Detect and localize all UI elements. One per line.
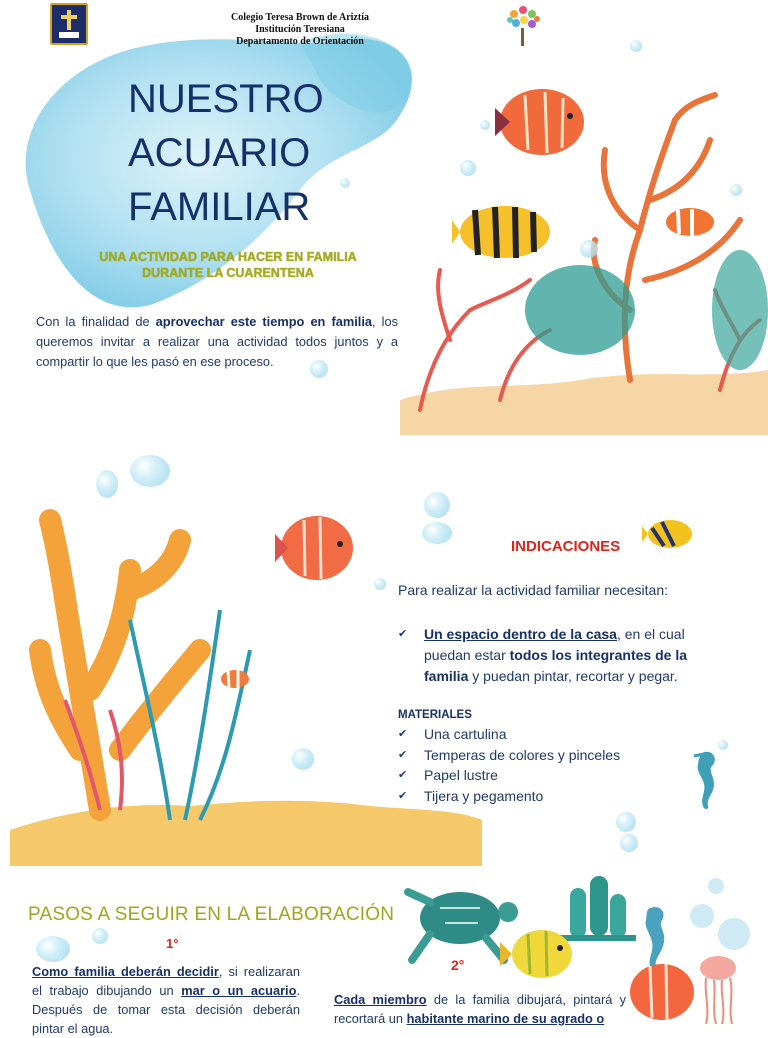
checkmark-icon: ✔: [398, 769, 408, 781]
tree-logo-icon: [502, 2, 544, 48]
step-highlight: Cada miembro: [334, 992, 427, 1007]
material-label: Papel lustre: [424, 767, 498, 783]
intro-paragraph: [36, 312, 398, 372]
step-text: . Después de tomar esta decisión deberán pintar el agua.: [32, 983, 300, 1036]
intro-text: , los queremos invitar a realizar una actividad todos juntos y a compartir lo que les pasó en ese proceso.: [36, 314, 398, 369]
school-header: [185, 12, 415, 48]
checkmark-icon: ✔: [398, 789, 408, 802]
material-label: Tijera y pegamento: [424, 787, 544, 804]
coral-reef-illustration: [400, 80, 768, 435]
intro-highlight: aprovechar este tiempo en familia: [155, 314, 372, 329]
institution-name: Institución Teresiana: [255, 24, 345, 35]
requirement-highlight: Un espacio dentro de la casa: [424, 626, 617, 642]
title-line: NUESTRO: [128, 77, 324, 121]
intro-text: Con la finalidad de: [36, 314, 156, 329]
bubble: [130, 455, 170, 487]
requirement-item: [398, 624, 716, 687]
subtitle-line: DURANTE LA CUARENTENA: [142, 266, 314, 280]
checkmark-icon: ✔: [398, 628, 408, 640]
bubble: [630, 40, 642, 52]
subtitle: [98, 249, 358, 281]
material-label: Una cartulina: [424, 726, 507, 742]
bubble: [480, 120, 490, 130]
step-highlight: mar o un acuario: [181, 983, 297, 998]
material-label: Temperas de colores y pinceles: [424, 746, 621, 763]
yellow-fish-icon: [642, 516, 694, 552]
department-name: Departamento de Orientación: [236, 36, 364, 47]
bubble: [422, 522, 452, 544]
list-item: [398, 724, 620, 745]
subtitle-line: UNA ACTIVIDAD PARA HACER EN FAMILIA: [99, 250, 357, 264]
steps-title: PASOS A SEGUIR EN LA ELABORACIÓN: [28, 904, 395, 925]
school-name: Colegio Teresa Brown de Ariztía: [231, 12, 369, 23]
materiales-title: MATERIALES: [398, 709, 472, 721]
step-text: de la familia dibujará, pintará y recortará un: [334, 992, 626, 1026]
requirement-highlight: todos los integrantes de la familia: [424, 647, 687, 684]
bubble: [580, 240, 598, 258]
title-line: ACUARIO: [128, 131, 311, 175]
list-item: [398, 745, 620, 766]
bubble: [718, 740, 728, 750]
checkmark-icon: ✔: [398, 728, 408, 740]
school-crest-icon: [50, 3, 88, 45]
bubble: [96, 470, 118, 498]
step-highlight: Como familia deberán decidir: [32, 964, 219, 979]
bubble: [374, 578, 386, 590]
bubble: [730, 184, 742, 196]
bubble: [310, 360, 328, 378]
sea-creatures-illustration: [400, 868, 768, 1024]
bubble: [92, 928, 108, 944]
requirement-text: , en el cual puedan estar: [424, 626, 685, 663]
indicaciones-title: INDICACIONES: [511, 538, 621, 555]
seahorse-icon: [684, 746, 728, 812]
step-number: 2°: [451, 957, 465, 973]
bubble: [340, 178, 350, 188]
step-highlight: habitante marino de su agrado o: [406, 1011, 605, 1026]
materials-list: [398, 724, 620, 806]
list-item: [398, 765, 620, 786]
step-text: , si realizaran el trabajo dibujando un: [32, 964, 301, 998]
step-number: 1°: [166, 936, 179, 951]
page-title: [128, 72, 388, 234]
bubble: [616, 812, 636, 832]
bubble: [620, 834, 638, 852]
title-line: FAMILIAR: [128, 185, 311, 229]
list-item: [398, 786, 620, 807]
needs-intro: Para realizar la actividad familiar necesitan:: [398, 582, 669, 598]
requirement-text: y puedan pintar, recortar y pegar.: [468, 668, 678, 684]
step-1-text: [32, 962, 300, 1038]
checkmark-icon: ✔: [398, 748, 408, 761]
bubble: [460, 160, 476, 176]
bubble: [424, 492, 450, 518]
bubble: [36, 936, 70, 962]
bubble: [292, 748, 314, 770]
